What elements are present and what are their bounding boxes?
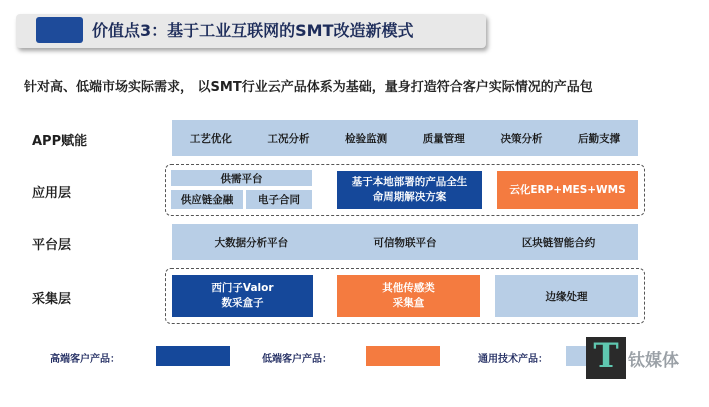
platform-item: 区块链智能合约 bbox=[521, 236, 596, 249]
sensor-line1: 其他传感类 bbox=[382, 282, 435, 294]
sensor-line2: 采集盒 bbox=[392, 297, 425, 309]
legend-low-end-swatch bbox=[366, 346, 440, 366]
legend-high-end-label: 高端客户产品： bbox=[50, 354, 120, 365]
local-solution-box bbox=[337, 171, 482, 209]
app-item: 工况分析 bbox=[267, 132, 310, 145]
siemens-line2: 数采盒子 bbox=[221, 297, 264, 309]
app-item: 后勤支撑 bbox=[578, 132, 621, 145]
supply-platform-box: 供需平台 bbox=[171, 170, 312, 186]
siemens-line1: 西门子Valor bbox=[211, 282, 274, 294]
app-item: 工艺优化 bbox=[189, 132, 232, 145]
title-accent-block bbox=[36, 17, 83, 43]
page-title: 价值点3：基于工业互联网的SMT改造新模式 bbox=[92, 21, 414, 40]
supply-finance-box: 供应链金融 bbox=[171, 190, 243, 209]
app-item: 检验监测 bbox=[345, 132, 388, 145]
local-solution-line1: 基于本地部署的产品全生 bbox=[351, 176, 468, 188]
page-subtitle: 针对高、低端市场实际需求， 以SMT行业云产品体系为基础，量身打造符合客户实际情况的产品包 bbox=[24, 80, 593, 95]
legend-general-label: 通用技术产品： bbox=[478, 354, 548, 365]
platform-item: 大数据分析平台 bbox=[214, 236, 289, 249]
e-contract-box: 电子合同 bbox=[246, 190, 312, 209]
platform-layer-box bbox=[172, 224, 638, 260]
row-label-platform: 平台层 bbox=[32, 238, 72, 253]
legend-high-end-swatch bbox=[156, 346, 230, 366]
app-item: 决策分析 bbox=[500, 132, 543, 145]
sensor-box bbox=[337, 275, 480, 317]
platform-item: 可信物联平台 bbox=[373, 236, 437, 249]
watermark-text: 钛媒体 bbox=[628, 351, 679, 371]
row-label-app: APP赋能 bbox=[32, 134, 88, 149]
edge-processing-box: 边缘处理 bbox=[495, 275, 638, 317]
cloud-erp-box: 云化ERP+MES+WMS bbox=[497, 171, 638, 209]
siemens-valor-box bbox=[172, 275, 313, 317]
legend-low-end-label: 低端客户产品： bbox=[262, 354, 332, 365]
row-label-application: 应用层 bbox=[32, 186, 72, 201]
app-item: 质量管理 bbox=[422, 132, 465, 145]
row-label-collection: 采集层 bbox=[32, 292, 72, 307]
local-solution-line2: 命周期解决方案 bbox=[372, 191, 447, 203]
app-layer-box bbox=[172, 120, 638, 156]
watermark-logo-icon: T bbox=[593, 336, 619, 376]
